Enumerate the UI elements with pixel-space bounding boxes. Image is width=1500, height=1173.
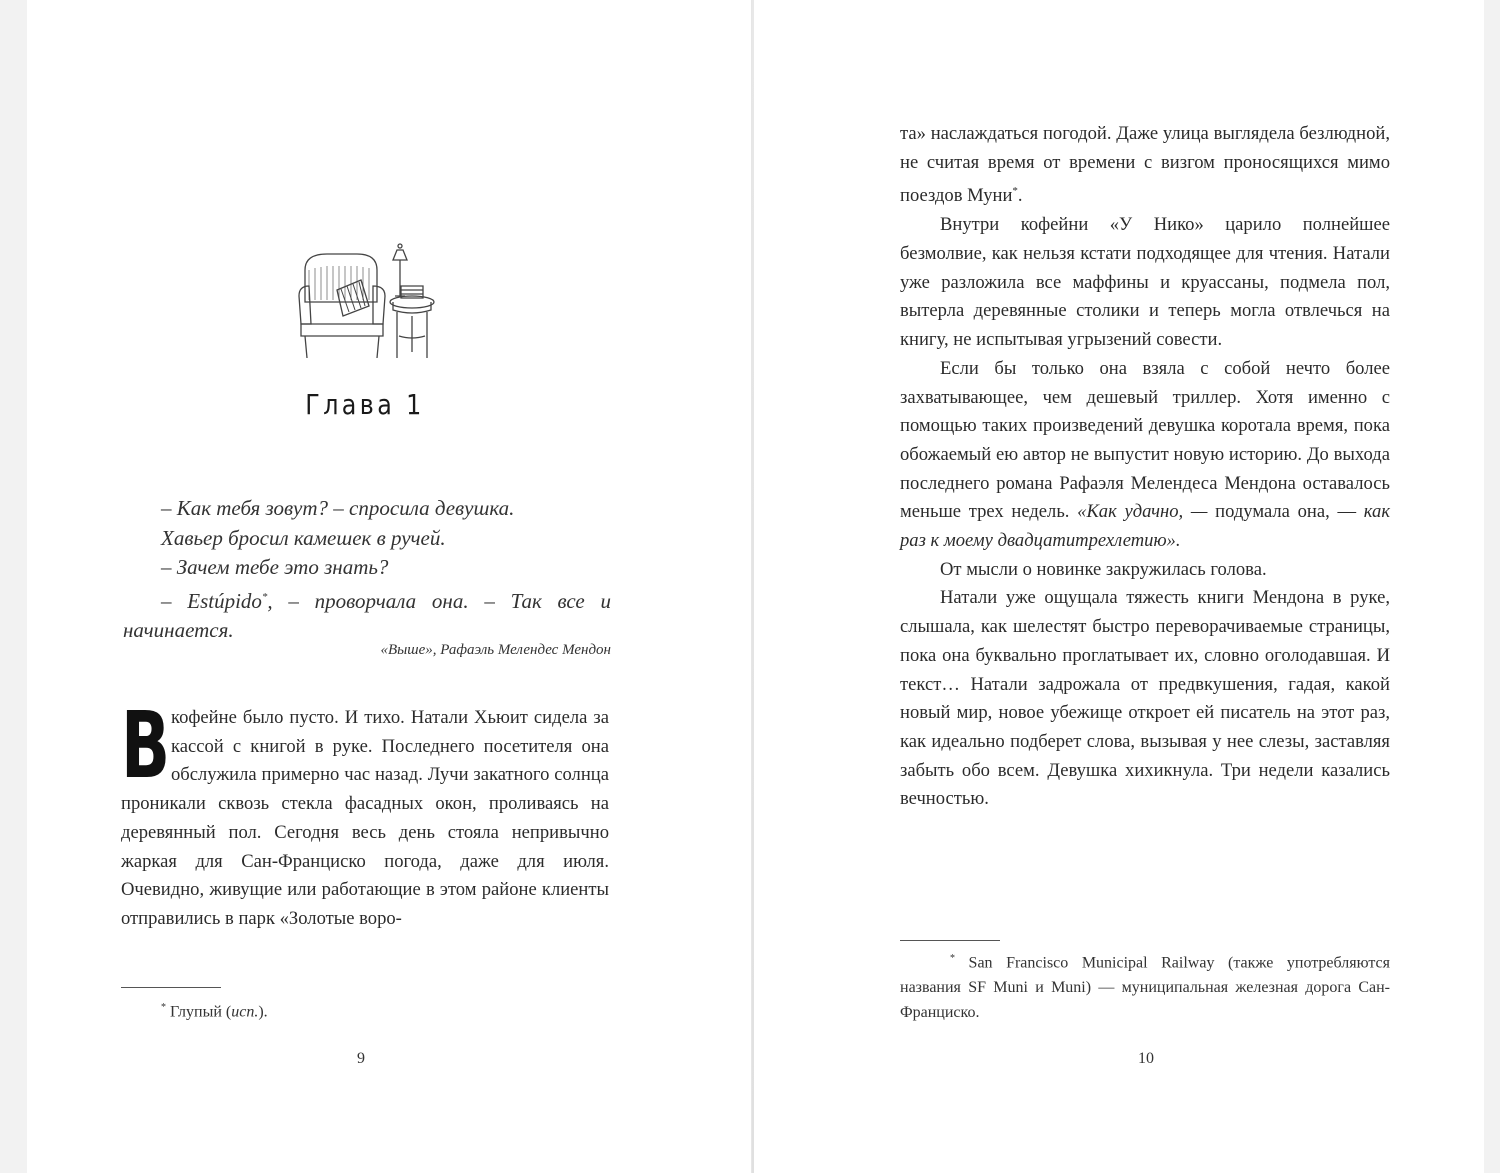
epigraph-line: – Estúpido*, – проворчала она. – Так все и начинается.	[123, 588, 612, 642]
epigraph-line: – Как тебя зовут? – спросила девушка.	[161, 496, 515, 520]
footnote: * Глупый (исп.).	[161, 1002, 268, 1021]
footnote: * San Francisco Municipal Railway (также употребляются названия SF Muni и Muni) — муниципальная железная дорога Сан-Франциско.	[900, 953, 1390, 1022]
body-text	[900, 120, 1390, 814]
paragraph: Внутри кофейни «У Нико» царило полнейшее безмолвие, как нельзя кстати подходящее для чтения. Натали уже разложила все маффины и круассаны, подмела пол, вытерла деревянные столики и теперь могла отвлечься на книгу, не испытывая угрызений совести.	[900, 214, 1390, 351]
page-number: 9	[357, 1050, 365, 1067]
paragraph: От мысли о новинке закружилась голова.	[940, 558, 1267, 580]
paragraph: кофейне было пусто. И тихо. Натали Хьюит сидела за кассой с книгой в руке. Последнего посетителя она обслужила примерно час назад. Лучи закатного солнца проникали сквозь стекла фасадных окон, проливаясь на деревянный пол. Сегодня весь день стояла непривычно жаркая для Сан-Франциско погода, даже для июля. Очевидно, живущие или работающие в этом районе клиенты отправились в парк «Золотые воро-	[121, 707, 609, 929]
paragraph: Если бы только она взяла с собой нечто более захватывающее, чем дешевый триллер. Хотя именно с помощью таких произведений девушка коротала время, пока обожаемый ею автор не выпустит новую историю. До выхода последнего романа Рафаэля Мелендеса Мендона оставалось меньше трех недель. «Как удачно, — подумала она, — как раз к моему двадцатитрехлетию».	[900, 357, 1391, 552]
right-page	[754, 0, 1484, 1173]
epigraph	[123, 494, 611, 646]
body-text	[121, 692, 609, 934]
epigraph-line: – Зачем тебе это знать?	[161, 555, 389, 579]
footnote-rule	[121, 987, 221, 988]
epigraph-source: «Выше», Рафаэль Мелендес Мендон	[380, 642, 611, 658]
armchair-lamp-illustration	[297, 240, 437, 365]
paragraph: Натали уже ощущала тяжесть книги Мендона в руке, слышала, как шелестят быстро переворачиваемые страницы, пока она буквально проглатывает их, словно оголодавшая. И текст… Натали задрожала от предвкушения, гадая, какой новый мир, новое убежище откроет ей писатель на этот раз, как идеально подберет слова, вызывая у нее слезы, заставляя забыть обо всем. Девушка хихикнула. Три недели казались вечностью.	[900, 587, 1390, 810]
page-number: 10	[1138, 1050, 1154, 1067]
epigraph-line: Хавьер бросил камешек в ручей.	[161, 525, 446, 550]
paragraph: та» наслаждаться погодой. Даже улица выглядела безлюдной, не считая время от времени с визгом проносящихся мимо поездов Муни*.	[900, 123, 1390, 207]
left-page	[27, 0, 752, 1173]
drop-cap: В	[121, 692, 171, 799]
chapter-title: Глава 1	[305, 388, 425, 421]
footnote-rule	[900, 940, 1000, 941]
